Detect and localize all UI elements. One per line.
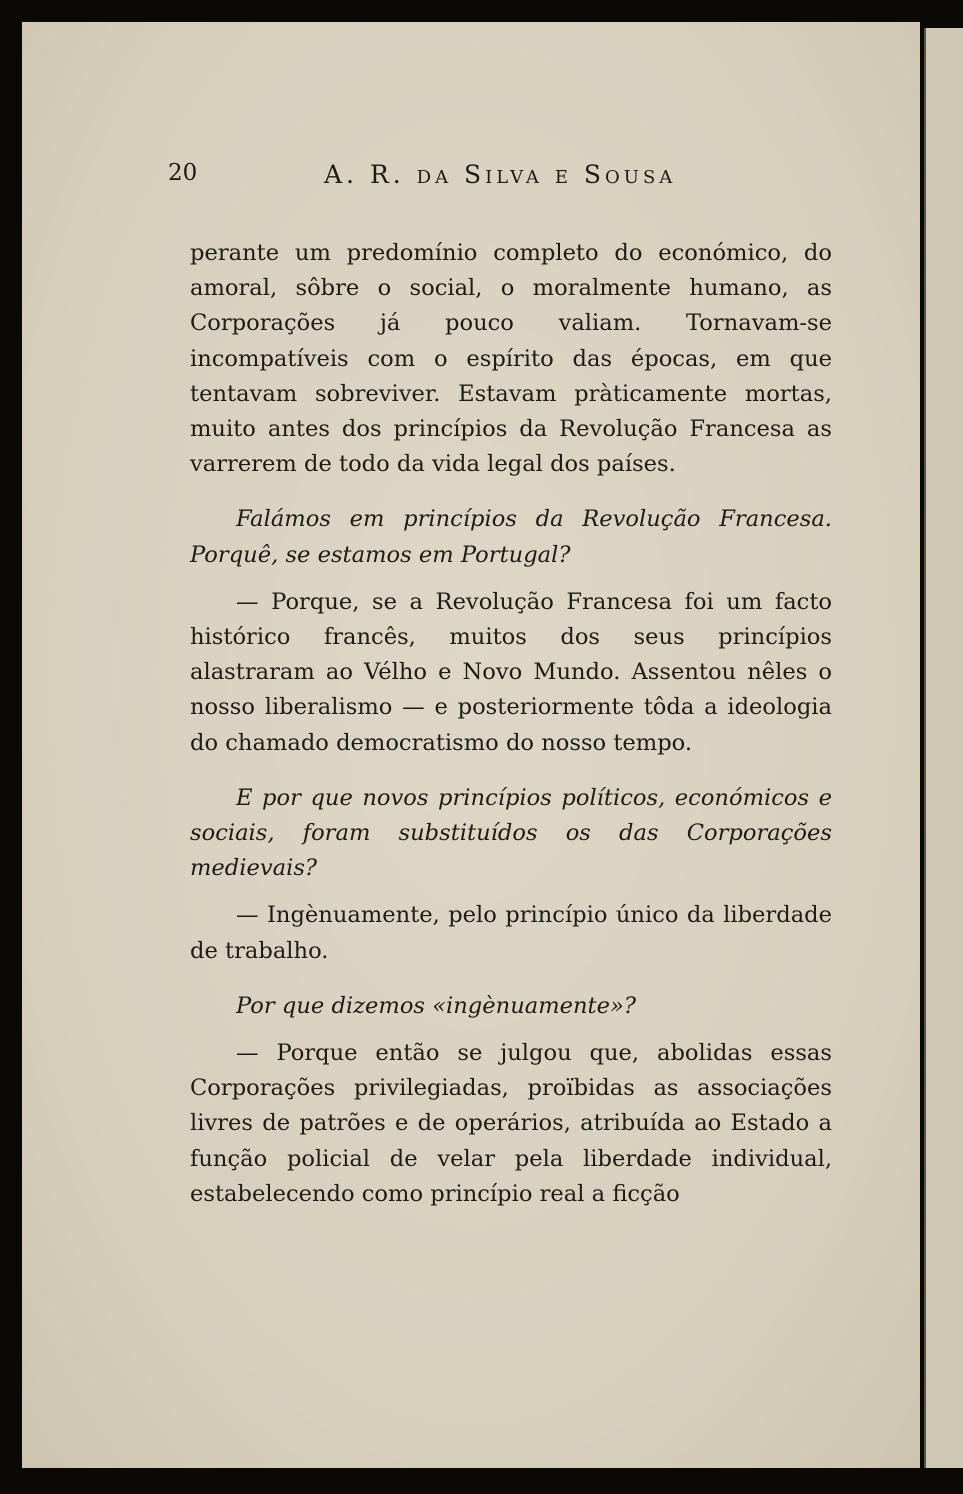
paragraph-1: perante um predomínio completo do económico, do amoral, sôbre o social, o moralmente humano, as Corporações já pouco valiam. Tornavam-se incompatíveis com o espírito das épocas, em que tentavam sobreviver. Estavam pràticamente mortas, muito antes dos princípios da Revolução Francesa as varrerem de todo da vida legal dos países. [190, 240, 832, 478]
question-1: Falámos em princípios da Revolução Francesa. Porquê, se estamos em Portugal? [190, 506, 832, 568]
body-text [190, 236, 832, 1212]
answer-1: — Porque, se a Revolução Francesa foi um facto histórico francês, muitos dos seus princípios alastraram ao Vélho e Novo Mundo. Assentou nêles o nosso liberalismo — e posteriormente tôda a ideologia do chamado democratismo do nosso tempo. [190, 588, 832, 756]
page-number: 20 [168, 160, 198, 186]
question-2: E por que novos princípios políticos, económicos e sociais, foram substituídos os das Corporações medievais? [190, 784, 832, 882]
running-title: A. R. da Silva e Sousa [324, 160, 677, 189]
question-3: Por que dizemos «ingènuamente»? [236, 992, 636, 1019]
page-header [168, 152, 828, 192]
adjacent-page-edge [924, 28, 963, 1468]
answer-3: — Porque então se julgou que, abolidas essas Corporações privilegiadas, proïbidas as associações livres de patrões e de operários, atribuída ao Estado a função policial de velar pela liberdade individual, estabelecendo como princípio real a ficção [190, 1040, 832, 1207]
answer-2: — Ingènuamente, pelo princípio único da liberdade de trabalho. [190, 902, 832, 964]
